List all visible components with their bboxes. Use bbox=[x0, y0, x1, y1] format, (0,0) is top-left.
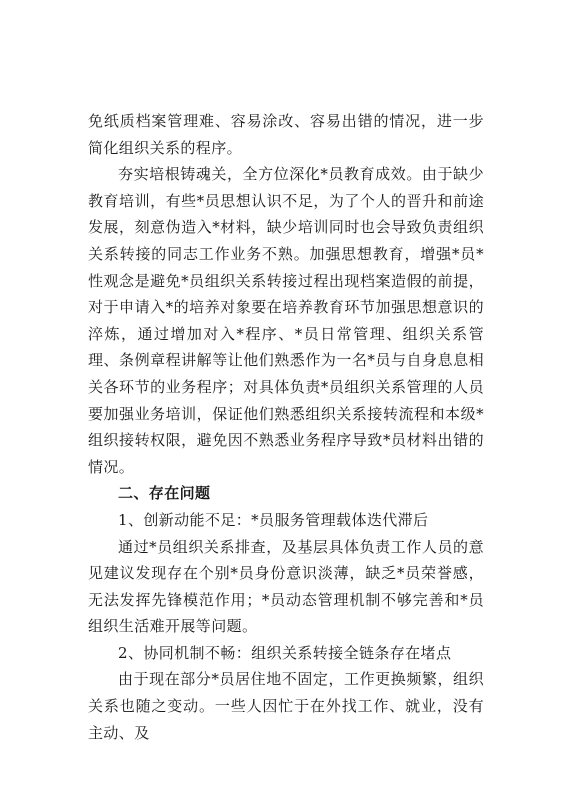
paragraph-innovation: 通过*员组织关系排查，及基层具体负责工作人员的意见建议发现存在个别*员身份意识淡薄，缺乏*员荣誉感，无法发挥先锋模范作用；*员动态管理机制不够完善和*员组织生活难开展等问题。 bbox=[88, 537, 484, 636]
paragraph-coordination: 由于现在部分*员居住地不固定，工作更换频繁，组织关系也随之变动。一些人因忙于在外找工作、就业，没有主动、及 bbox=[88, 670, 484, 742]
paragraph-continuation: 免纸质档案管理难、容易涂改、容易出错的情况，进一步简化组织关系的程序。 bbox=[88, 112, 484, 157]
document-body bbox=[88, 108, 484, 746]
subheading-coordination: 2、协同机制不畅：组织关系转接全链条存在堵点 bbox=[118, 643, 452, 662]
paragraph-training: 夯实培根铸魂关，全方位深化*员教育成效。由于缺少教育培训，有些*员思想认识不足，为了个人的晋升和前途发展，刻意伪造入*材料，缺少培训同时也会导致负责组织关系转接的同志工作业务不熟。加强思想教育，增强*员*性观念是避免*员组织关系转接过程出现档案造假的前提，对于申请入*的培养对象要在培养教育环节加强思想意识的淬炼，通过增加对入*程序、*员日常管理、组织关系管理、条例章程讲解等让他们熟悉作为一名*员与自身息息相关各环节的业务程序；对具体负责*员组织关系管理的人员要加强业务培训，保证他们熟悉组织关系接转流程和本级*组织接转权限，避免因不熟悉业务程序导致*员材料出错的情况。 bbox=[88, 165, 484, 476]
section-heading: 二、存在问题 bbox=[118, 484, 211, 503]
subheading-innovation: 1、创新动能不足：*员服务管理载体迭代滞后 bbox=[118, 510, 429, 529]
